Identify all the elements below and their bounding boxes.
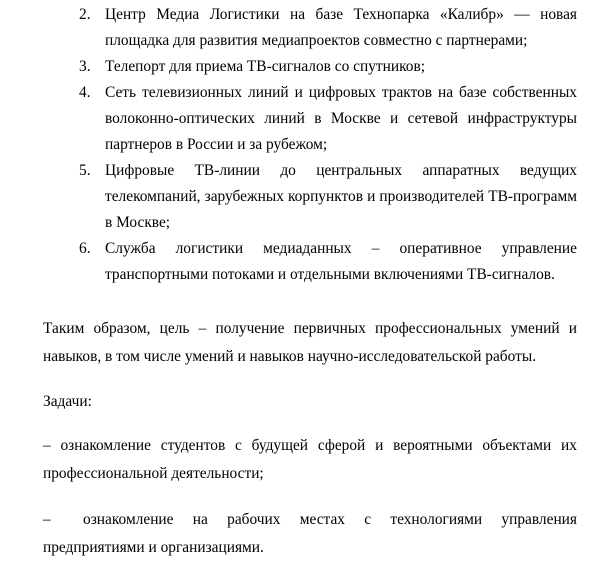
numbered-list	[79, 2, 577, 288]
list-item	[79, 2, 577, 54]
list-item	[79, 54, 577, 80]
task-dash: –	[43, 511, 51, 528]
list-item-text: Цифровые ТВ-линии до центральных аппаратных ведущих телекомпаний, зарубежных корпунктов и производителей ТВ-программ в Москве;	[105, 162, 577, 231]
list-item-number: 6.	[79, 240, 91, 257]
list-item-text: Сеть телевизионных линий и цифровых трактов на базе собственных волоконно-оптических линий в Москве и сетевой инфраструктуры партнеров в России и за рубежом;	[105, 84, 577, 153]
list-item	[79, 236, 577, 288]
tasks-heading: Задачи:	[43, 393, 92, 410]
list-item	[79, 158, 577, 236]
list-item-text: Центр Медиа Логистики на базе Технопарка «Калибр» — новая площадка для развития медиапроектов совместно с партнерами;	[105, 6, 577, 49]
task-item-text: ознакомление на рабочих местах с технологиями управления предприятиями и организациями.	[43, 511, 577, 556]
list-item-text: Телепорт для приема ТВ-сигналов со спутников;	[105, 58, 426, 75]
task-item: – ознакомление студентов с будущей сферой и вероятными объектами их профессиональной деятельности;	[43, 437, 577, 482]
list-item-number: 3.	[79, 58, 91, 75]
conclusion-paragraph: Таким образом, цель – получение первичных профессиональных умений и навыков, в том числе умений и навыков научно-исследовательской работы.	[43, 320, 577, 365]
list-item-number: 5.	[79, 162, 91, 179]
list-item-text: Служба логистики медиаданных – оперативное управление транспортными потоками и отдельными включениями ТВ-сигналов.	[105, 240, 577, 283]
list-item-number: 2.	[79, 6, 91, 23]
list-item-number: 4.	[79, 84, 91, 101]
list-item	[79, 80, 577, 158]
task-item	[43, 506, 577, 562]
